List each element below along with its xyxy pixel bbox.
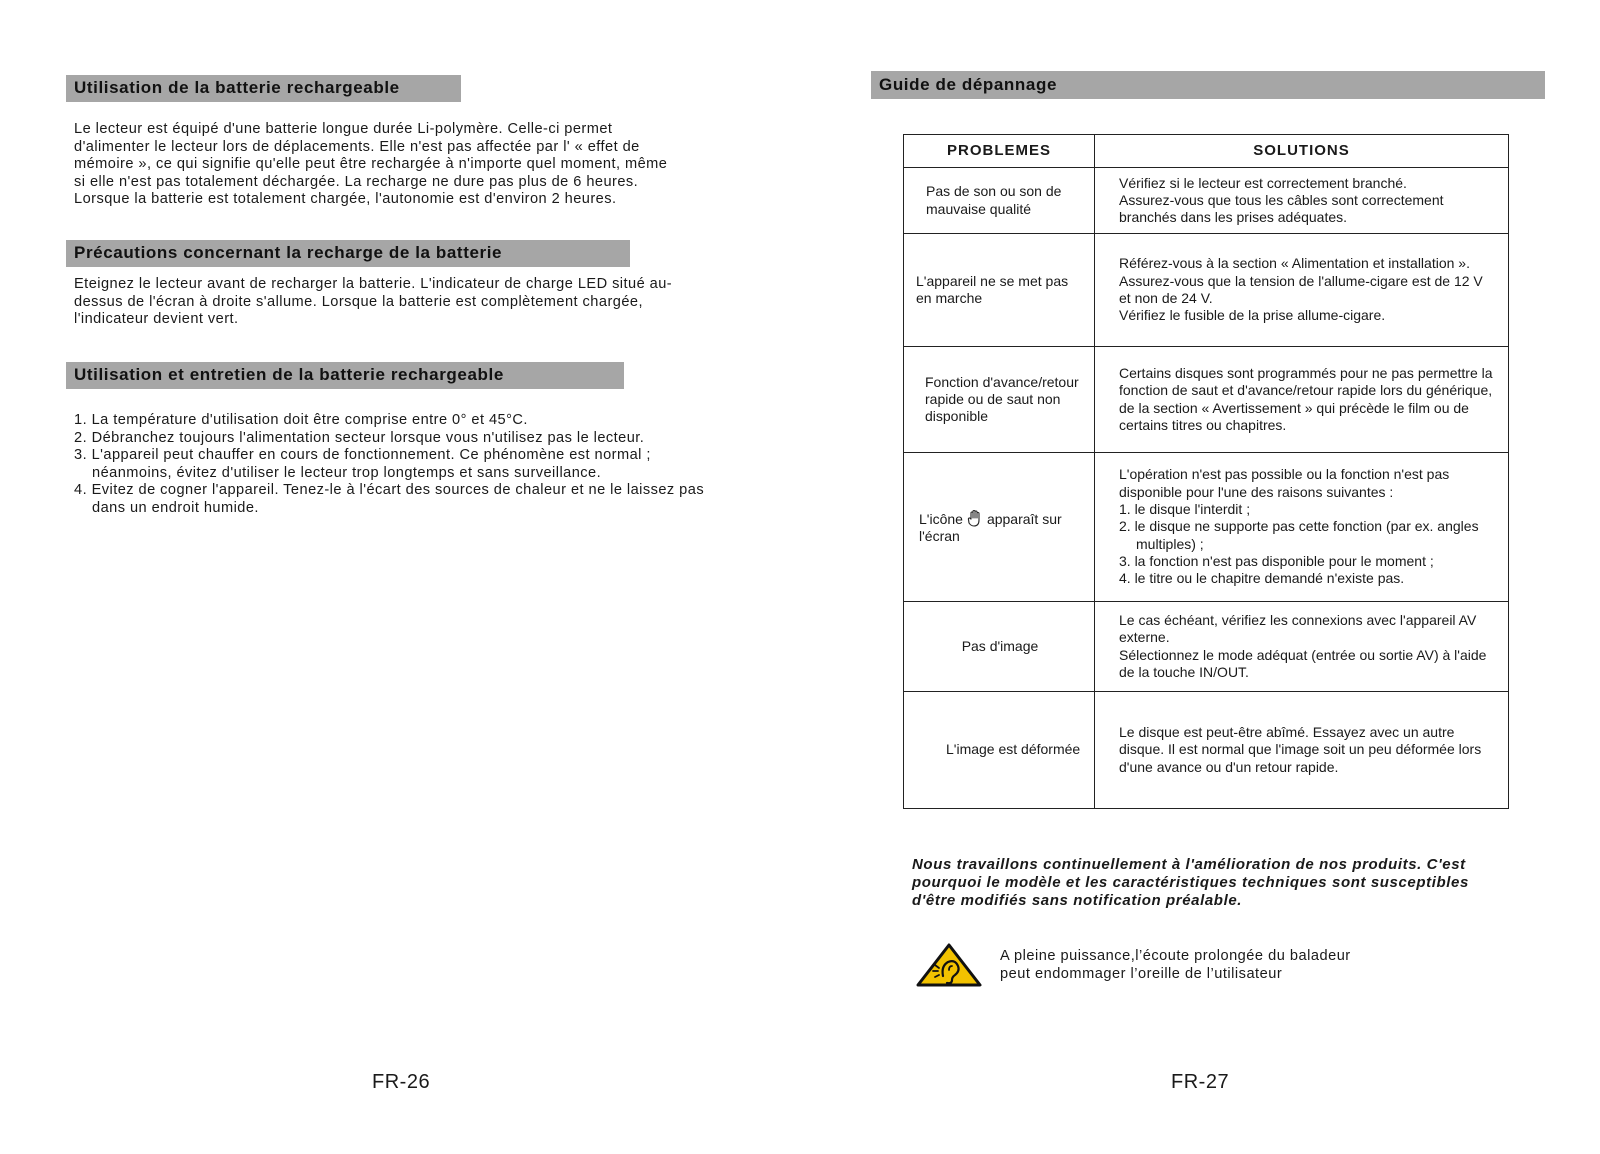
hearing-warning-icon (916, 943, 982, 987)
table-row (904, 168, 1509, 234)
text-line: A pleine puissance,l’écoute prolongée du baladeur (1000, 948, 1351, 964)
text-line: d'alimenter le lecteur lors de déplacements. Elle n'est pas affectée par l' « effet de (74, 138, 640, 155)
solution-cell (1095, 234, 1509, 347)
text-line: Lorsque la batterie est totalement chargée, l'autonomie est d'environ 2 heures. (74, 191, 617, 207)
section-title-battery-care: Utilisation et entretien de la batterie rechargeable (66, 362, 624, 389)
solution-line: Référez-vous à la section « Alimentation et installation ». (1119, 255, 1470, 272)
table-row (904, 692, 1509, 809)
list-item: 4. Evitez de cogner l'appareil. Tenez-le à l'écart des sources de chaleur et ne le laissez pas dans un endroit humide. (74, 482, 705, 516)
solution-cell (1095, 453, 1509, 602)
product-notice: Nous travaillons continuellement à l'amélioration de nos produits. C'est pourquoi le modèle et les caractéristiques techniques sont susceptibles d'être modifiés sans notification préalable. (912, 856, 1469, 909)
problem-cell: L'image est déformée (904, 692, 1095, 809)
list-item: 3. la fonction n'est pas disponible pour le moment ; (1119, 552, 1434, 569)
text-line: dessus de l'écran à droite s'allume. Lorsque la batterie est complètement chargée, (74, 293, 643, 310)
solution-line: Certains disques sont programmés pour ne pas permettre la fonction de saut et d'avance/retour rapide lors du générique, de la section « Avertissement » qui précède le film ou de certains titres ou chapitres. (1119, 364, 1493, 433)
solution-cell (1095, 168, 1509, 234)
solution-line: Assurez-vous que la tension de l'allume-cigare est de 12 V et non de 24 V. (1119, 272, 1483, 306)
list-item: 3. L'appareil peut chauffer en cours de fonctionnement. Ce phénomène est normal ; néanmoins, évitez d'utiliser le lecteur trop longtemps et sans surveillance. (74, 447, 651, 481)
page-number: FR-27 (1171, 1071, 1230, 1093)
table-row (904, 347, 1509, 453)
text-line: si elle n'est pas totalement déchargée. La recharge ne dure pas plus de 6 heures. (74, 173, 639, 190)
solution-line: Le disque est peut-être abîmé. Essayez avec un autre disque. Il est normal que l'image soit un peu déformée lors d'une avance ou d'un retour rapide. (1119, 724, 1482, 775)
table-row (904, 602, 1509, 692)
battery-use-paragraph (74, 121, 667, 209)
problem-cell: L'appareil ne se met pas en marche (904, 234, 1095, 347)
charging-precautions-paragraph (74, 276, 672, 329)
text-line: l'indicateur devient vert. (74, 311, 239, 327)
solution-line: Le cas échéant, vérifiez les connexions avec l'appareil AV externe. (1119, 611, 1477, 646)
table-row (904, 453, 1509, 602)
solution-line: Sélectionnez le mode adéquat (entrée ou sortie AV) à l'aide de la touche IN/OUT. (1119, 646, 1487, 680)
section-title-battery-use: Utilisation de la batterie rechargeable (66, 75, 461, 102)
table-header-row (904, 135, 1509, 168)
troubleshooting-table (903, 134, 1509, 809)
page-number: FR-26 (372, 1071, 431, 1093)
table-row (904, 234, 1509, 347)
solution-cell (1095, 692, 1509, 809)
list-item: 2. Débranchez toujours l'alimentation secteur lorsque vous n'utilisez pas le lecteur. (74, 429, 645, 446)
column-header-solutions: SOLUTIONS (1095, 135, 1509, 168)
reason-list (1119, 501, 1498, 587)
problem-cell: Pas d'image (904, 602, 1095, 692)
list-item: 1. La température d'utilisation doit être comprise entre 0° et 45°C. (74, 412, 528, 428)
problem-text: L'icône (919, 510, 963, 527)
section-title-charging-precautions: Précautions concernant la recharge de la batterie (66, 240, 630, 267)
hand-icon (967, 509, 983, 527)
list-item: 2. le disque ne supporte pas cette fonction (par ex. angles multiples) ; (1119, 518, 1479, 552)
text-line: Eteignez le lecteur avant de recharger la batterie. L'indicateur de charge LED situé au- (74, 276, 673, 292)
problem-cell (904, 453, 1095, 602)
hearing-warning-text (1000, 948, 1351, 983)
right-page (800, 0, 1600, 1154)
problem-cell: Fonction d'avance/retour rapide ou de saut non disponible (904, 347, 1095, 453)
list-item: 4. le titre ou le chapitre demandé n'existe pas. (1119, 570, 1405, 587)
section-title-troubleshooting: Guide de dépannage (871, 71, 1545, 99)
list-item: 1. le disque l'interdit ; (1119, 501, 1251, 518)
text-line: mémoire », ce qui signifie qu'elle peut être rechargée à n'importe quel moment, même (74, 156, 668, 172)
solution-line: Vérifiez le fusible de la prise allume-cigare. (1119, 307, 1386, 324)
solution-cell (1095, 347, 1509, 453)
battery-care-list (74, 412, 734, 517)
text-line: Le lecteur est équipé d'une batterie longue durée Li-polymère. Celle-ci permet (74, 121, 613, 137)
solution-line: Assurez-vous que tous les câbles sont correctement branchés dans les prises adéquates. (1119, 191, 1444, 226)
solution-intro: L'opération n'est pas possible ou la fonction n'est pas disponible pour l'une des raisons suivantes : (1119, 466, 1450, 500)
solution-cell (1095, 602, 1509, 692)
column-header-problems: PROBLEMES (904, 135, 1095, 168)
text-line: peut endommager l’oreille de l’utilisateur (1000, 965, 1283, 982)
problem-cell: Pas de son ou son de mauvaise qualité (904, 168, 1095, 234)
problem-text: apparaît sur l'écran (919, 510, 1062, 544)
solution-line: Vérifiez si le lecteur est correctement branché. (1119, 174, 1407, 191)
